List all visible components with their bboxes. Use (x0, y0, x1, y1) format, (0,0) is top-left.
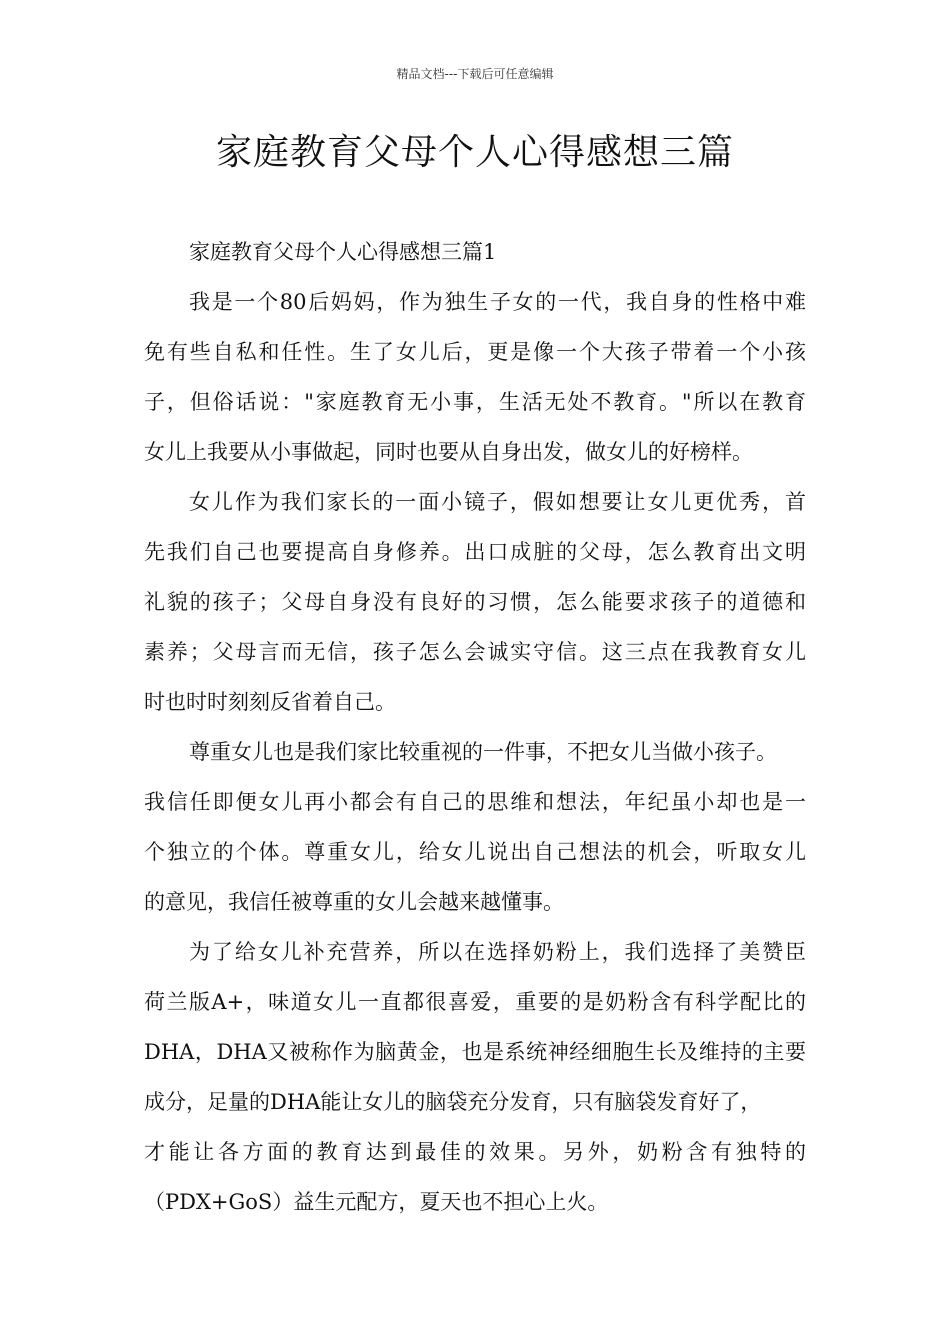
paragraph-line: 素养；父母言而无信，孩子怎么会诚实守信。这三点在我教育女儿 (144, 640, 806, 664)
paragraph-line: 我是一个80后妈妈，作为独生子女的一代，我自身的性格中难 (189, 290, 806, 314)
paragraph-line: 子，但俗话说："家庭教育无小事，生活无处不教育。"所以在教育 (144, 390, 806, 414)
paragraph-line: 个独立的个体。尊重女儿，给女儿说出自己想法的机会，听取女儿 (144, 840, 806, 864)
document-body (144, 227, 806, 1227)
paragraph-line: 免有些自私和任性。生了女儿后，更是像一个大孩子带着一个小孩 (144, 340, 806, 364)
document-title: 家庭教育父母个人心得感想三篇 (215, 132, 734, 173)
paragraph-line: 我信任即便女儿再小都会有自己的思维和想法，年纪虽小却也是一 (144, 790, 806, 814)
section-heading: 家庭教育父母个人心得感想三篇1 (189, 240, 497, 264)
paragraph-line: 荷兰版A+，味道女儿一直都很喜爱，重要的是奶粉含有科学配比的 (144, 990, 806, 1014)
paragraph-line: 为了给女儿补充营养，所以在选择奶粉上，我们选择了美赞臣 (189, 940, 806, 964)
paragraph-line: 的意见，我信任被尊重的女儿会越来越懂事。 (144, 890, 564, 914)
paragraph-line: DHA，DHA又被称作为脑黄金，也是系统神经细胞生长及维持的主要 (144, 1040, 806, 1064)
paragraph-line: （PDX+GoS）益生元配方，夏天也不担心上火。 (144, 1190, 609, 1214)
paragraph-line: 成分，足量的DHA能让女儿的脑袋充分发育，只有脑袋发育好了， (144, 1090, 762, 1114)
paragraph-line: 礼貌的孩子；父母自身没有良好的习惯，怎么能要求孩子的道德和 (144, 590, 806, 614)
paragraph-line: 才能让各方面的教育达到最佳的效果。另外，奶粉含有独特的 (144, 1140, 806, 1164)
paragraph-line: 女儿上我要从小事做起，同时也要从自身出发，做女儿的好榜样。 (144, 440, 753, 464)
header-note: 精品文档---下载后可任意编辑 (396, 67, 554, 81)
paragraph-line: 时也时时刻刻反省着自己。 (144, 690, 396, 714)
paragraph-line: 先我们自己也要提高自身修养。出口成脏的父母，怎么教育出文明 (144, 540, 806, 564)
paragraph-line: 女儿作为我们家长的一面小镜子，假如想要让女儿更优秀，首 (189, 490, 806, 514)
paragraph-line: 尊重女儿也是我们家比较重视的一件事，不把女儿当做小孩子。 (189, 740, 777, 764)
